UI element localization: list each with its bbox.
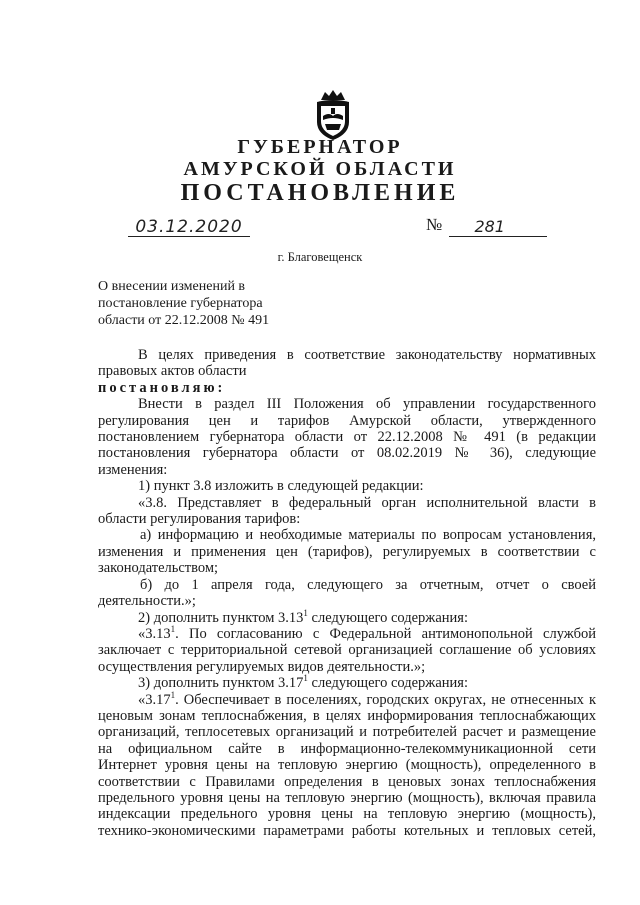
- number-label: №: [426, 215, 443, 234]
- body-line: постановлением губернатора области от 22.12.2008 № 491 (в редакции: [98, 429, 596, 446]
- superscript: 1: [303, 607, 308, 618]
- body-text: «3.13: [138, 625, 171, 642]
- body-text: . По согласованию с Федеральной антимонопольной службой: [175, 625, 596, 642]
- body-line: «3.8. Представляет в федеральный орган исполнительной власти в: [138, 494, 596, 511]
- body-line: 1) пункт 3.8 изложить в следующей редакции:: [138, 478, 424, 495]
- subject-line: постановление губернатора: [98, 296, 263, 311]
- body-line: Интернет уровня цены на тепловую энергию (мощность), определенного в: [98, 757, 596, 774]
- decree-number-value: 281: [474, 217, 505, 236]
- decree-subject: [98, 278, 269, 329]
- body-line: деятельности.»;: [98, 593, 196, 610]
- body-line: [98, 626, 596, 642]
- body-line: соответствии с Правилами определения в ценовых зонах теплоснабжения: [98, 773, 596, 790]
- body-text: 2) дополнить пунктом 3.13: [138, 609, 304, 626]
- body-line: законодательством;: [98, 560, 219, 577]
- body-line: регулирования цен и тарифов Амурской области, утвержденного: [98, 412, 596, 429]
- body-line: технико-экономическими параметрами работы котельных и тепловых сетей,: [98, 822, 596, 839]
- body-line: изменения:: [98, 461, 168, 478]
- body-text: следующего содержания:: [307, 675, 468, 692]
- decree-number: [449, 218, 547, 237]
- body-line: на официальном сайте в информационно-телекоммуникационной сети: [98, 740, 596, 757]
- body-line: В целях приведения в соответствие законодательству нормативных: [138, 347, 596, 363]
- body-line: постановления губернатора области от 08.02.2019 № 36), следующие: [98, 445, 596, 462]
- body-line: области регулирования тарифов:: [98, 511, 301, 528]
- body-line: б) до 1 апреля года, следующего за отчетным, отчет о своей: [140, 576, 596, 593]
- header-title-decree: ПОСТАНОВЛЕНИЕ: [180, 180, 460, 206]
- body-line: осуществления регулируемых видов деятельности.»;: [98, 658, 426, 675]
- subject-line: О внесении изменений в: [98, 279, 246, 294]
- body-line: заключает с территориальной сетевой организацией соглашение об условиях: [98, 642, 596, 659]
- body-text: 3) дополнить пунктом 3.17: [138, 675, 304, 692]
- header-title-governor: ГУБЕРНАТОР: [237, 136, 403, 158]
- body-line: [98, 689, 596, 708]
- city-line: г. Благовещенск: [277, 250, 363, 264]
- decree-date: 03.12.2020: [128, 218, 250, 237]
- body-line: правовых актов области: [98, 363, 247, 380]
- subject-line: области от 22.12.2008 № 491: [98, 313, 270, 328]
- decree-body: [98, 347, 596, 839]
- body-line: предельного уровня цены на тепловую энергию (мощность), включая правила: [98, 789, 596, 806]
- body-text: «3.17: [138, 691, 171, 708]
- body-line: а) информацию и необходимые материалы по вопросам установления,: [140, 527, 596, 544]
- superscript: 1: [303, 673, 308, 684]
- coat-of-arms-icon: [307, 86, 359, 142]
- body-text: следующего содержания:: [307, 609, 468, 626]
- decree-operative-word: постановляю:: [98, 379, 226, 396]
- superscript: 1: [170, 624, 176, 635]
- header-title-region: АМУРСКОЙ ОБЛАСТИ: [183, 158, 457, 180]
- body-line: изменения и применения цен (тарифов), регулируемых в соответствии с: [98, 543, 596, 560]
- body-line: организаций, теплосетевых организаций и потребителей расчет и размещение: [98, 724, 596, 741]
- body-line: индексации предельного уровня цены на тепловую энергию (мощность),: [98, 806, 596, 823]
- superscript: 1: [170, 689, 176, 700]
- body-text: . Обеспечивает в поселениях, городских округах, не отнесенных к: [175, 691, 596, 708]
- body-line: ценовым зонам теплоснабжения, в целях информирования теплоснабжающих: [98, 707, 596, 724]
- body-line: Внести в раздел III Положения об управлении государственного: [138, 396, 596, 413]
